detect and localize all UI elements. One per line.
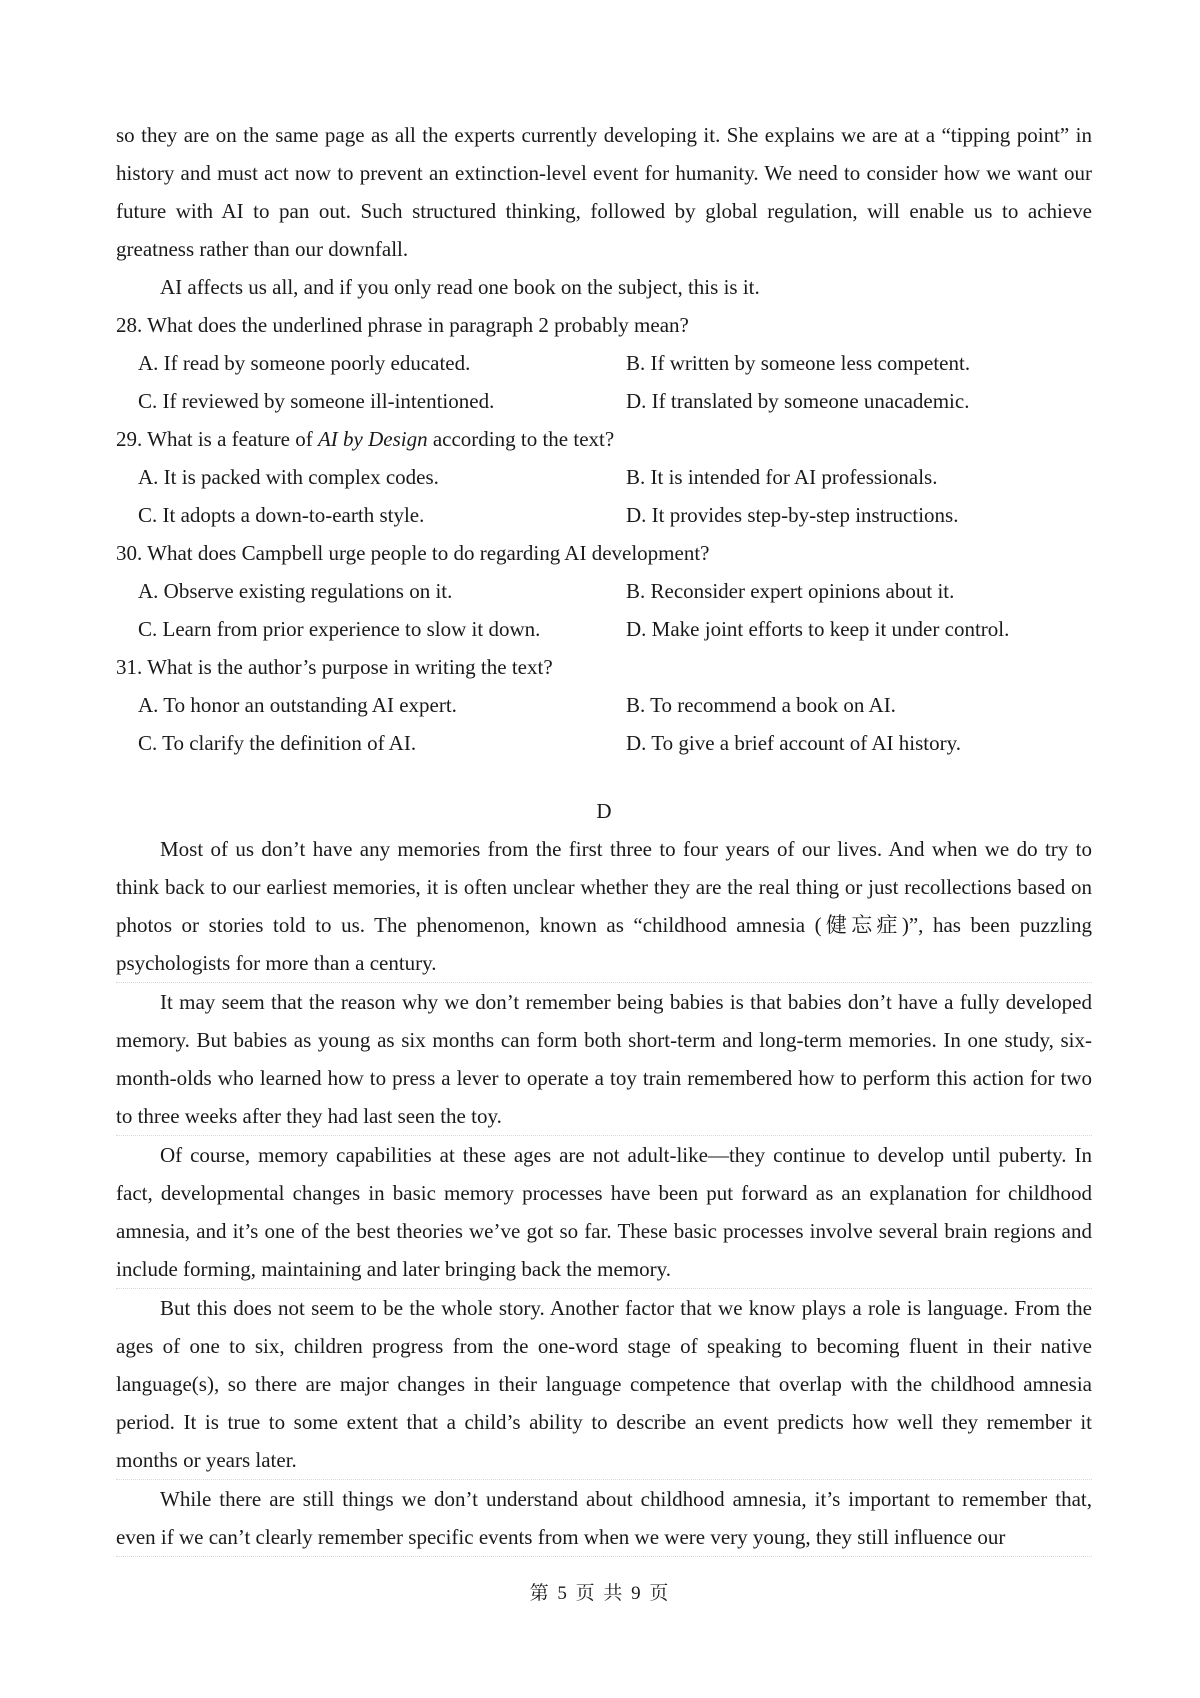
intro-paragraph-1: so they are on the same page as all the experts currently developing it. She explains we are at a “tipping point” in history and must act now to prevent an extinction-level event for humanity. We need to consider how we want our future with AI to pan out. Such structured thinking, followed by global regulation, will enable us to achieve greatness rather than our downfall. (116, 123, 1092, 261)
answer-options (116, 458, 1092, 534)
question-stem-start: 29. What is a feature of (116, 427, 318, 451)
question-stem: 30. What does Campbell urge people to do regarding AI development? (116, 541, 710, 565)
intro-paragraph-2: AI affects us all, and if you only read one book on the subject, this is it. (160, 275, 760, 299)
option-a[interactable]: A. It is packed with complex codes. (138, 465, 439, 489)
option-a[interactable]: A. If read by someone poorly educated. (138, 351, 471, 375)
option-a[interactable]: A. Observe existing regulations on it. (138, 579, 453, 603)
book-title: AI by Design (317, 427, 428, 451)
answer-options (116, 344, 1092, 420)
question-stem (116, 420, 1092, 458)
passage-paragraph-5: While there are still things we don’t understand about childhood amnesia, it’s important to remember that, even if we can’t clearly remember specific events from when we were very young, they still influence our (116, 1480, 1092, 1557)
option-d[interactable]: D. Make joint efforts to keep it under control. (626, 617, 1010, 641)
question-31 (116, 648, 1092, 762)
exam-page (116, 116, 1092, 1557)
question-28 (116, 306, 1092, 420)
answer-options (116, 686, 1092, 762)
question-stem: 28. What does the underlined phrase in paragraph 2 probably mean? (116, 313, 689, 337)
passage-paragraph-2: It may seem that the reason why we don’t remember being babies is that babies don’t have a fully developed memory. But babies as young as six months can form both short-term and long-term memories. In one study, six-month-olds who learned how to press a lever to operate a toy train remembered how to perform this action for two to three weeks after they had last seen the toy. (116, 983, 1092, 1136)
intro-passage (116, 116, 1092, 306)
option-b[interactable]: B. It is intended for AI professionals. (626, 465, 938, 489)
passage-paragraph-1: Most of us don’t have any memories from the first three to four years of our lives. And when we do try to think back to our earliest memories, it is often unclear whether they are the real thing or just recollections based on photos or stories told to us. The phenomenon, known as “childhood amnesia (健忘症)”, has been puzzling psychologists for more than a century. (116, 830, 1092, 983)
section-heading: D (596, 799, 612, 823)
passage-paragraph-4: But this does not seem to be the whole story. Another factor that we know plays a role is language. From the ages of one to six, children progress from the one-word stage of speaking to becoming fluent in their native language(s), so there are major changes in their language competence that overlap with the childhood amnesia period. It is true to some extent that a child’s ability to describe an event predicts how well they remember it months or years later. (116, 1289, 1092, 1480)
option-b[interactable]: B. To recommend a book on AI. (626, 693, 896, 717)
option-c[interactable]: C. If reviewed by someone ill-intentioned. (138, 389, 495, 413)
passage-paragraph-3: Of course, memory capabilities at these ages are not adult-like—they continue to develop until puberty. In fact, developmental changes in basic memory processes have been put forward as an explanation for childhood amnesia, and it’s one of the best theories we’ve got so far. These basic processes involve several brain regions and include forming, maintaining and later bringing back the memory. (116, 1136, 1092, 1289)
option-b[interactable]: B. If written by someone less competent. (626, 351, 971, 375)
answer-options (116, 572, 1092, 648)
option-d[interactable]: D. To give a brief account of AI history. (626, 731, 962, 755)
option-c[interactable]: C. It adopts a down-to-earth style. (138, 503, 425, 527)
page-number-footer: 第 5 页 共 9 页 (529, 1583, 671, 1604)
question-29 (116, 420, 1092, 534)
question-30 (116, 534, 1092, 648)
option-c[interactable]: C. To clarify the definition of AI. (138, 731, 417, 755)
option-d[interactable]: D. It provides step-by-step instructions. (626, 503, 959, 527)
option-a[interactable]: A. To honor an outstanding AI expert. (138, 693, 457, 717)
question-stem: 31. What is the author’s purpose in writing the text? (116, 655, 553, 679)
question-stem-end: according to the text? (427, 427, 615, 451)
option-b[interactable]: B. Reconsider expert opinions about it. (626, 579, 955, 603)
option-c[interactable]: C. Learn from prior experience to slow it down. (138, 617, 541, 641)
option-d[interactable]: D. If translated by someone unacademic. (626, 389, 970, 413)
passage-d (116, 830, 1092, 1557)
